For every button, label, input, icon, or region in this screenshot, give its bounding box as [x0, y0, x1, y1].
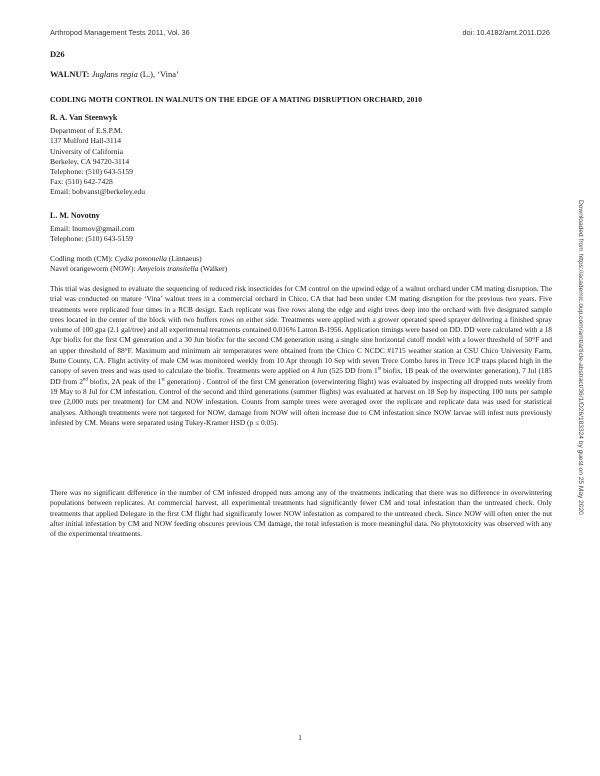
author-block-1 [50, 113, 145, 198]
pest-item [50, 254, 227, 264]
methods-paragraph [50, 284, 552, 428]
superscript: nd [82, 377, 88, 383]
author-address-line: Department of E.S.P.M. [50, 126, 123, 136]
page-number: 1 [298, 733, 302, 742]
pest-authority: (Linnaeus) [166, 254, 202, 263]
crop-species: Juglans regia [91, 69, 138, 79]
crop-label: WALNUT: [50, 69, 90, 79]
text-run: biofix, 2A peak of the 1 [87, 376, 162, 386]
pest-common-name: Codling moth (CM): [50, 254, 115, 263]
doi-header: doi: 10.4182/amt.2011.D26 [462, 28, 550, 37]
pest-scientific-name: Amyelois transitella [137, 264, 199, 274]
author-email: Email: lnumov@gmail.com [50, 224, 135, 234]
text-run: generation) . Control of the first CM generation (overwintering flight) was evaluated by inspecting all dropped nuts weekly from 19 May to 8 Jul for CM infestation. Control of the second and third generations (summer flights) was evaluated at harvest on 18 Sep by inspecting 100 nuts per sample tree (2,000 nuts per treatment) for CM and NOW infestation. Counts from sample trees were averaged over the replicate and replicate data was used for statistical analyses. Although treatments were not targeted for NOW, damage from NOW will often increase due to CM infestation since NOW larvae will infest nuts previously infested by CM. Means were separated using Tukey-Kramer HSD (p ≤ 0.05). [50, 376, 552, 427]
author-address-line: Berkeley, CA 94720-3114 [50, 156, 130, 166]
superscript: st [377, 366, 382, 372]
pest-item [50, 264, 227, 274]
author-phone: Telephone: (510) 643-5159 [50, 167, 133, 177]
text-run: biofix, 1B peak of the overwinter generation), 7 Jul (185 DD from 2 [50, 366, 552, 386]
author-email: Email: bobvanst@berkeley.edu [50, 187, 146, 197]
author-phone: Telephone: (510) 643-5159 [50, 234, 133, 244]
text-run: This trial was designed to evaluate the sequencing of reduced risk insecticides for CM control on the upwind edge of a walnut orchard under CM mating disruption. The trial was conducted on mature ‘Vina’ walnut trees in a commercial orchard in Chico, CA that had been under CM mating disruption for the previous two years. Five treatments were replicated four times in a RCB design. Each replicate was five rows along the edge and eight trees deep into the orchard with five designated sample trees located in the center of the block with two buffers rows on either side. Treatments were applied with a grower operated speed sprayer delivering a finished spray volume of 100 gpa (2.1 gal/tree) and all experimental treatments contained 0.016% Latron B-1956. Application timings were based on DD. DD were calculated with a 18 Apr biofix for the first CM generation and a 30 Jun biofix for the second CM generation using a single sine horizontal cutoff model with a lower threshold of 50°F and an upper threshold of 88°F. Maximum and minimum air temperatures were obtained from the Chico C NCDC #1715 weather station at CSU Chico University Farm, Butte County, CA. Flight activity of male CM was monitored weekly from 10 Apr through 10 Sep with seven Trece Combo lures in Trece 1CP traps placed high in the canopy of seven trees and was used to calculate the biofix. Treatments were applied on 4 Jun (525 DD from 1 [50, 284, 552, 376]
author-name: L. M. Novotny [50, 211, 100, 220]
superscript: st [161, 377, 165, 383]
pest-scientific-name: Cydia pomonella [114, 254, 167, 263]
crop-variety: (L.), ‘Vina’ [137, 69, 179, 79]
author-fax: Fax: (510) 642-7428 [50, 177, 113, 187]
article-code: D26 [50, 49, 65, 59]
results-paragraph: There was no significant difference in the number of CM infested dropped nuts among any of the treatments indicating that there was no difference in overwintering populations between replicates. At commercial harvest, all experimental treatments had significantly fewer CM and total infestation than the untreated check. Only treatments that applied Delegate in the first CM flight had significantly lower NOW infestation as compared to the untreated check. Since NOW will often enter the nut after initial infestation by CM and NOW feeding obscures previous CM damage, the total infestation is more meaningful data. No phytotoxicity was observed with any of the experimental treatments. [50, 488, 552, 539]
download-note: Downloaded from https://academic.oup.com/amt/article-abstract/36/1/D26/183324 by guest on 25 May 2020 [577, 200, 584, 515]
pest-common-name: Navel orangeworm (NOW): [50, 264, 138, 274]
crop-line [50, 69, 179, 79]
author-block-2 [50, 211, 135, 245]
pest-authority: (Walker) [198, 264, 228, 274]
author-address-line: University of California [50, 146, 123, 156]
pest-list [50, 254, 227, 274]
author-name: R. A. Van Steenwyk [50, 113, 118, 122]
journal-header: Arthropod Management Tests 2011, Vol. 36 [50, 28, 190, 37]
article-title: CODLING MOTH CONTROL IN WALNUTS ON THE EDGE OF A MATING DISRUPTION ORCHARD, 2010 [50, 95, 423, 104]
author-address-line: 137 Mulford Hall-3114 [50, 136, 122, 146]
